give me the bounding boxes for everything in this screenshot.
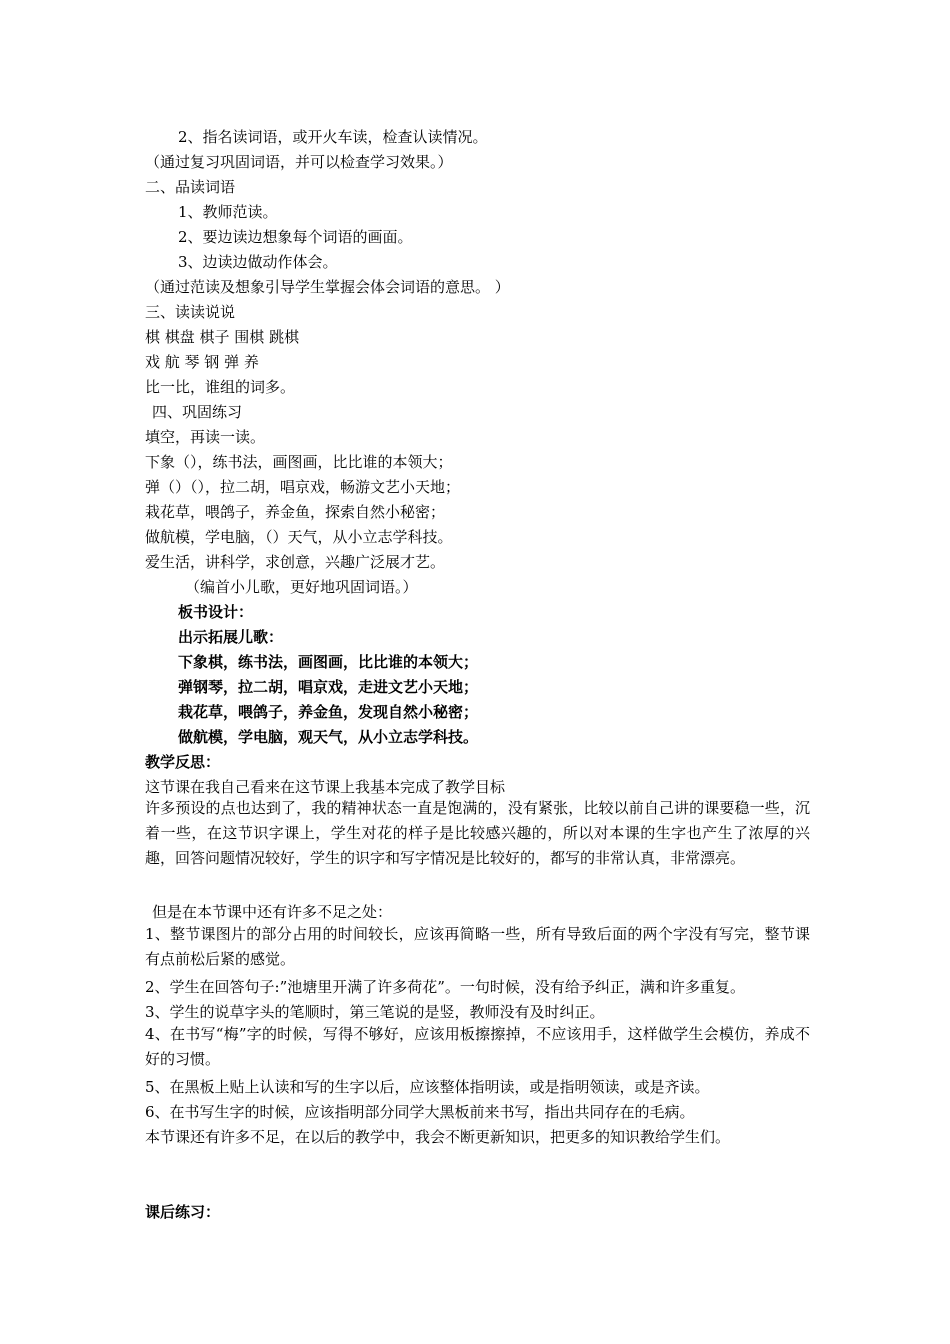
section-2-item-3: 3、边读边做动作体会。 — [178, 253, 338, 271]
homework-title: 课后练习： — [145, 1203, 221, 1221]
board-subtitle: 出示拓展儿歌： — [178, 628, 284, 646]
reflection-item-3: 3、学生的说草字头的笔顺时，第三笔说的是竖，教师没有及时纠正。 — [145, 1003, 605, 1021]
word-list-2: 戏 航 琴 钢 弹 养 — [145, 353, 259, 371]
section-title-3: 三、读读说说 — [145, 303, 236, 321]
note-review: （通过复习巩固词语，并可以检查学习效果。） — [145, 153, 453, 171]
reflection-item-2: 2、学生在回答句子:”池塘里开满了许多荷花”。一句时候，没有给予纠正，满和许多重复。 — [145, 978, 745, 996]
reflection-item-5: 5、在黑板上贴上认读和写的生字以后，应该整体指明读，或是指明领读，或是齐读。 — [145, 1078, 710, 1096]
exercise-line-2: 弹（）（），拉二胡，唱京戏，畅游文艺小天地； — [145, 478, 461, 496]
section-2-item-2: 2、要边读边想象每个词语的画面。 — [178, 228, 413, 246]
board-line-4: 做航模，学电脑，观天气，从小立志学科技。 — [178, 728, 479, 746]
board-line-3: 栽花草，喂鸽子，养金鱼，发现自然小秘密； — [178, 703, 479, 721]
board-line-2: 弹钢琴，拉二胡，唱京戏，走进文艺小天地； — [178, 678, 479, 696]
word-list-1: 棋 棋盘 棋子 围棋 跳棋 — [145, 328, 300, 346]
note-reading: （通过范读及想象引导学生掌握会体会词语的意思。 ） — [145, 278, 510, 296]
reflection-title: 教学反思： — [145, 753, 221, 771]
exercise-line-4: 做航模，学电脑，（）天气，从小立志学科技。 — [145, 528, 453, 546]
note-song: （编首小儿歌，更好地巩固词语。） — [185, 578, 418, 596]
reflection-shortcomings-intro: 但是在本节课中还有许多不足之处： — [152, 903, 393, 921]
reflection-item-1: 1、整节课图片的部分占用的时间较长，应该再简略一些，所有导致后面的两个字没有写完，整节课有点前松后紧的感觉。 — [145, 925, 810, 968]
step-2-line: 2、指名读词语，或开火车读，检查认读情况。 — [178, 128, 488, 146]
exercise-intro: 填空，再读一读。 — [145, 428, 266, 446]
reflection-conclusion: 本节课还有许多不足，在以后的教学中，我会不断更新知识，把更多的知识教给学生们。 — [145, 1128, 731, 1146]
reflection-item-4: 4、在书写“梅”字的时候，写得不够好，应该用板擦擦掉，不应该用手，这样做学生会模仿，养成不好的习惯。 — [145, 1025, 810, 1068]
exercise-line-3: 栽花草，喂鸽子，养金鱼，探索自然小秘密； — [145, 503, 446, 521]
reflection-item-6: 6、在书写生字的时候，应该指明部分同学大黑板前来书写，指出共同存在的毛病。 — [145, 1103, 695, 1121]
section-title-2: 二、品读词语 — [145, 178, 236, 196]
compare-prompt: 比一比，谁组的词多。 — [145, 378, 296, 396]
section-2-item-1: 1、教师范读。 — [178, 203, 278, 221]
exercise-line-1: 下象（），练书法，画图画，比比谁的本领大； — [145, 453, 453, 471]
board-design-title: 板书设计： — [178, 603, 254, 621]
reflection-paragraph-1: 这节课在我自己看来在这节课上我基本完成了教学目标 — [145, 778, 506, 796]
section-title-4: 四、巩固练习 — [152, 403, 243, 421]
exercise-line-5: 爱生活，讲科学，求创意，兴趣广泛展才艺。 — [145, 553, 446, 571]
reflection-paragraph-2: 许多预设的点也达到了，我的精神状态一直是饱满的，没有紧张，比较以前自己讲的课要稳一些，沉着一些，在这节识字课上，学生对花的样子是比较感兴趣的，所以对本课的生字也产生了浓厚的兴趣，回答问题情况较好，学生的识字和写字情况是比较好的，都写的非常认真，非常漂亮。 — [145, 799, 810, 867]
board-line-1: 下象棋，练书法，画图画，比比谁的本领大； — [178, 653, 479, 671]
